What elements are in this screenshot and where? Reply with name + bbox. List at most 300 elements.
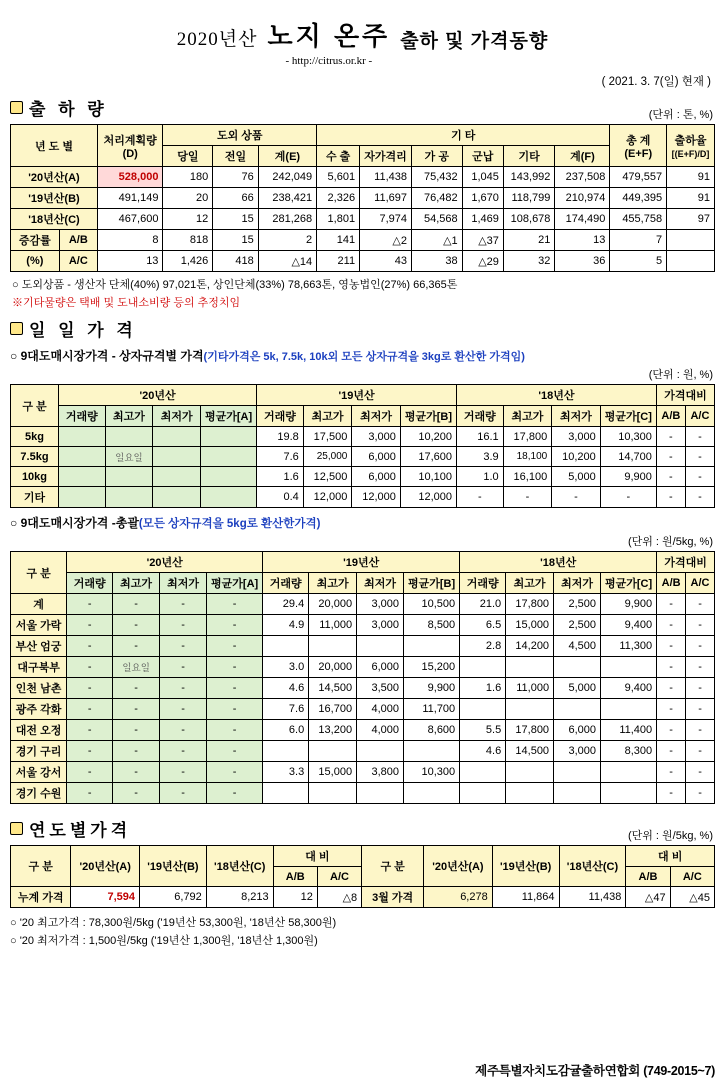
table-row (11, 741, 715, 762)
cell-etc: 21 (503, 230, 555, 251)
cell-plan: 8 (97, 230, 162, 251)
cell-high-19: 20,000 (309, 657, 357, 678)
cell-sub-f: 13 (555, 230, 610, 251)
cell-vol-19: 3.3 (263, 762, 309, 783)
cell-self: 43 (360, 251, 412, 272)
cell-ab: - (657, 783, 686, 804)
cell-prev: 15 (213, 230, 258, 251)
cell-low-18: 2,500 (554, 615, 601, 636)
cell-prev: 76 (213, 167, 258, 188)
col-low-18: 최저가 (554, 573, 601, 594)
cell-cum-ac: △8 (317, 887, 361, 908)
cell-ac: - (685, 487, 714, 508)
cell-vol-18: - (457, 487, 504, 508)
cell-low-20: - (160, 699, 207, 720)
cell-low-19: 3,000 (352, 427, 401, 447)
cell-vol-20: - (67, 615, 113, 636)
col-y20-right: '20년산(A) (424, 846, 493, 887)
row-label-march: 3월 가격 (362, 887, 424, 908)
col-avg-c: 평균가[C] (600, 406, 656, 427)
cell-vol-20: - (67, 657, 113, 678)
cell-high-20: - (113, 783, 160, 804)
cell-vol-18: 1.6 (460, 678, 506, 699)
daily-price-sub2-note: (모든 상자규격을 5kg로 환산한가격) (138, 518, 321, 530)
cell-low-20: - (160, 783, 207, 804)
col-compare-left: 대 비 (273, 846, 362, 867)
cell-total: 449,395 (610, 188, 667, 209)
cell-avg-a (200, 447, 256, 467)
cell-high-20: - (113, 741, 160, 762)
cell-vol-19 (263, 636, 309, 657)
market-price-table (10, 551, 715, 804)
footer-note-min: ○ '20 최저가격 : 1,500원/5kg ('19년산 1,300원, '18년산 1,300원) (10, 935, 318, 947)
cell-process: 75,432 (412, 167, 463, 188)
cell-process: △1 (412, 230, 463, 251)
row-label: 대구북부 (11, 657, 67, 678)
cell-high-19: 12,000 (303, 487, 352, 508)
cell-vol-19: 7.6 (263, 699, 309, 720)
cell-etc: 118,799 (503, 188, 555, 209)
cell-export: 1,801 (317, 209, 360, 230)
cell-low-20 (153, 427, 201, 447)
cell-high-18: 17,800 (506, 720, 554, 741)
cell-high-18: 14,500 (506, 741, 554, 762)
daily-price-sub1-prefix: ○ 9대도매시장가격 - 상자규격별 가격 (10, 349, 204, 363)
cell-avg-c: 9,900 (600, 467, 656, 487)
cell-ab: - (656, 427, 685, 447)
cell-vol-18: 16.1 (457, 427, 504, 447)
cell-sub-e: △14 (258, 251, 316, 272)
cell-avg-18 (601, 762, 657, 783)
col-high-18: 최고가 (506, 573, 554, 594)
table-row-growth (11, 251, 715, 272)
shipment-table (10, 124, 715, 272)
row-label: 서울 강서 (11, 762, 67, 783)
cell-vol-18 (460, 762, 506, 783)
cell-avg-18 (601, 783, 657, 804)
cell-mar-y20: 6,278 (424, 887, 493, 908)
table-row (11, 783, 715, 804)
cell-military: △37 (462, 230, 503, 251)
cell-high-19: 14,500 (309, 678, 357, 699)
col-ac: A/C (686, 573, 715, 594)
cell-plan: 13 (97, 251, 162, 272)
col-y18-right: '18년산(C) (559, 846, 626, 887)
table-row (11, 615, 715, 636)
cell-avg-18: 9,900 (601, 594, 657, 615)
cell-military: △29 (462, 251, 503, 272)
cell-low-19: 6,000 (357, 657, 404, 678)
col-vol-18: 거래량 (457, 406, 504, 427)
cell-avg-18: 11,400 (601, 720, 657, 741)
cell-avg-19: 8,500 (404, 615, 460, 636)
cell-military: 1,670 (462, 188, 503, 209)
col-vol-20: 거래량 (67, 573, 113, 594)
cell-low-19: 3,500 (357, 678, 404, 699)
cell-low-19 (357, 783, 404, 804)
cell-avg-19: 10,300 (404, 762, 460, 783)
col-high-19: 최고가 (309, 573, 357, 594)
col-total (610, 125, 667, 167)
cell-low-19: 6,000 (352, 447, 401, 467)
table-row (11, 657, 715, 678)
col-plan-sub: (D) (122, 147, 138, 160)
cell-high-19: 25,000 (303, 447, 352, 467)
col-total-sub: (E+F) (624, 147, 653, 160)
cell-high-19: 11,000 (309, 615, 357, 636)
cell-vol-20: - (67, 699, 113, 720)
cell-high-18 (506, 762, 554, 783)
cell-self: 11,697 (360, 188, 412, 209)
col-ab-right: A/B (626, 867, 670, 887)
cell-vol-19: 4.6 (263, 678, 309, 699)
col-total-label: 총 계 (626, 134, 651, 147)
cell-cum-ab: 12 (273, 887, 317, 908)
cell-avg-19 (404, 741, 460, 762)
col-plan (97, 125, 162, 167)
footer-notes (10, 914, 715, 948)
cell-high-20: - (113, 615, 160, 636)
cell-avg-19: 15,200 (404, 657, 460, 678)
cell-avg-19: 8,600 (404, 720, 460, 741)
cell-sub-f: 36 (555, 251, 610, 272)
cell-avg-b: 12,000 (400, 487, 456, 508)
cell-high-18: 18,100 (503, 447, 552, 467)
table-row (11, 447, 715, 467)
cell-ab: - (657, 741, 686, 762)
cell-high-20 (105, 467, 153, 487)
header-url: - http://citrus.or.kr - (285, 55, 373, 67)
cell-rate: 91 (667, 188, 715, 209)
col-export: 수 출 (317, 146, 360, 167)
cell-high-20: - (113, 720, 160, 741)
col-y19-left: '19년산(B) (139, 846, 206, 887)
col-low-19: 최저가 (352, 406, 401, 427)
cell-cum-y20: 7,594 (71, 887, 140, 908)
daily-price-sub2-prefix: ○ 9대도매시장가격 -총괄 (10, 516, 139, 530)
cell-prev: 15 (213, 209, 258, 230)
cell-avg-19 (404, 783, 460, 804)
cell-vol-20: - (67, 678, 113, 699)
cell-low-19: 6,000 (352, 467, 401, 487)
cell-avg-20: - (207, 762, 263, 783)
cell-low-19 (357, 741, 404, 762)
row-label: '20년산(A) (11, 167, 98, 188)
col-vol-20: 거래량 (58, 406, 105, 427)
cell-high-20: - (113, 699, 160, 720)
daily-price-size-table (10, 384, 715, 508)
section-daily-price-title (10, 316, 715, 341)
cell-avg-20: - (207, 594, 263, 615)
header-subtitle: 출하 및 가격동향 (400, 31, 549, 52)
col-compare-right: 대 비 (626, 846, 715, 867)
col-ac-left: A/C (317, 867, 361, 887)
col-outside: 도외 상품 (163, 125, 317, 146)
growth-key: A/C (59, 251, 97, 272)
row-label: 7.5kg (11, 447, 59, 467)
cell-low-19: 3,000 (357, 594, 404, 615)
cell-ab: - (657, 678, 686, 699)
cell-vol-20: - (67, 636, 113, 657)
cell-avg-19: 10,500 (404, 594, 460, 615)
col-ac: A/C (685, 406, 714, 427)
section-shipment-title (10, 95, 108, 120)
cell-low-20 (153, 447, 201, 467)
cell-high-19: 12,500 (303, 467, 352, 487)
col-other: 기 타 (317, 125, 610, 146)
col-daily: 당일 (163, 146, 213, 167)
cell-low-20 (153, 487, 201, 508)
cell-vol-18: 2.8 (460, 636, 506, 657)
cell-ab: - (656, 447, 685, 467)
col-military: 군납 (462, 146, 503, 167)
cell-vol-20 (58, 467, 105, 487)
col-etc: 기타 (503, 146, 555, 167)
cell-self: 7,974 (360, 209, 412, 230)
cell-low-20 (153, 467, 201, 487)
cell-self: △2 (360, 230, 412, 251)
table-row (11, 467, 715, 487)
cell-export: 141 (317, 230, 360, 251)
col-group-compare: 가격대비 (656, 385, 714, 406)
footer-note-max: ○ '20 최고가격 : 78,300원/5kg ('19년산 53,300원, '18년산 58,300원) (10, 917, 337, 929)
cell-vol-20: - (67, 762, 113, 783)
cell-ab: - (657, 615, 686, 636)
cell-vol-19: 29.4 (263, 594, 309, 615)
cell-ac: - (686, 657, 715, 678)
cell-vol-18: 5.5 (460, 720, 506, 741)
cell-high-20: 일요일 (105, 447, 153, 467)
row-label: 경기 구리 (11, 741, 67, 762)
cell-plan: 467,600 (97, 209, 162, 230)
cell-sub-f: 174,490 (555, 209, 610, 230)
cell-etc: 32 (503, 251, 555, 272)
row-label: 10kg (11, 467, 59, 487)
row-label: 계 (11, 594, 67, 615)
cell-low-18 (554, 762, 601, 783)
cell-avg-20: - (207, 615, 263, 636)
cell-high-18: 11,000 (506, 678, 554, 699)
cell-low-19: 4,000 (357, 699, 404, 720)
shipment-note-1: ○ 도외상품 - 생산자 단체(40%) 97,021톤, 상인단체(33%) 78,663톤, 영농법인(27%) 66,365톤 (12, 279, 458, 291)
cell-ab: - (656, 467, 685, 487)
table-row (11, 699, 715, 720)
section-shipment-label: 출 하 량 (29, 100, 108, 119)
square-bullet-icon (10, 101, 23, 114)
table-row (11, 720, 715, 741)
cell-ab: - (657, 699, 686, 720)
cell-avg-19: 11,700 (404, 699, 460, 720)
cell-low-20: - (160, 720, 207, 741)
cell-avg-20: - (207, 636, 263, 657)
cell-export: 5,601 (317, 167, 360, 188)
col-vol-18: 거래량 (460, 573, 506, 594)
col-ac-right: A/C (670, 867, 714, 887)
cell-avg-20: - (207, 657, 263, 678)
col-group-y20: '20년산 (67, 552, 263, 573)
table-row (11, 594, 715, 615)
cell-vol-19: 4.9 (263, 615, 309, 636)
cell-vol-18: 3.9 (457, 447, 504, 467)
col-low-20: 최저가 (153, 406, 201, 427)
cell-avg-20: - (207, 720, 263, 741)
cell-low-20: - (160, 741, 207, 762)
cell-mar-ab: △47 (626, 887, 670, 908)
cell-high-19: 13,200 (309, 720, 357, 741)
col-rate-sub: [(E+F)/D] (671, 148, 710, 159)
cell-ab: - (657, 720, 686, 741)
cell-avg-18: 9,400 (601, 615, 657, 636)
cell-rate: 91 (667, 167, 715, 188)
table-row (11, 762, 715, 783)
cell-high-19 (309, 636, 357, 657)
cell-vol-19: 3.0 (263, 657, 309, 678)
cell-etc: 143,992 (503, 167, 555, 188)
cell-sub-f: 237,508 (555, 167, 610, 188)
cell-export: 2,326 (317, 188, 360, 209)
cell-high-20: 일요일 (113, 657, 160, 678)
document-header (10, 8, 715, 67)
daily-price-unit-2: (단위 : 원/5kg, %) (627, 536, 713, 548)
cell-vol-20: - (67, 741, 113, 762)
col-rate (667, 125, 715, 167)
cell-military: 1,045 (462, 167, 503, 188)
cell-ab: - (656, 487, 685, 508)
shipment-unit: (단위 : 톤, %) (648, 109, 713, 121)
cell-low-18 (554, 699, 601, 720)
cell-low-18: 5,000 (554, 678, 601, 699)
table-row (11, 887, 715, 908)
cell-high-18: 17,800 (506, 594, 554, 615)
col-low-19: 최저가 (357, 573, 404, 594)
cell-cum-y18: 8,213 (206, 887, 273, 908)
row-label: 부산 엄궁 (11, 636, 67, 657)
organization-footer: 제주특별자치도감귤출하연합회 (749-2015~7) (475, 1064, 715, 1078)
cell-high-18: 16,100 (503, 467, 552, 487)
col-avg-b: 평균가[B] (404, 573, 460, 594)
cell-total: 455,758 (610, 209, 667, 230)
col-group-compare: 가격대비 (657, 552, 715, 573)
cell-low-20: - (160, 615, 207, 636)
cell-ac: - (686, 741, 715, 762)
cell-high-19: 20,000 (309, 594, 357, 615)
row-label: 대전 오정 (11, 720, 67, 741)
cell-avg-18: 9,400 (601, 678, 657, 699)
daily-price-sub1-note: (기타가격은 5k, 7.5k, 10k외 모든 상자규격을 3kg로 환산한 가격임) (203, 351, 525, 363)
cell-high-19 (309, 783, 357, 804)
daily-price-subhead-1 (10, 347, 715, 364)
cell-avg-18: 8,300 (601, 741, 657, 762)
cell-vol-20 (58, 427, 105, 447)
table-row (11, 167, 715, 188)
cell-avg-20: - (207, 783, 263, 804)
cell-vol-19 (263, 741, 309, 762)
cell-self: 11,438 (360, 167, 412, 188)
col-division-right: 구 분 (362, 846, 424, 887)
yearly-price-table (10, 845, 715, 908)
cell-mar-y19: 11,864 (492, 887, 559, 908)
cell-ac: - (686, 636, 715, 657)
cell-vol-19: 0.4 (257, 487, 304, 508)
col-low-18: 최저가 (552, 406, 601, 427)
col-avg-b: 평균가[B] (400, 406, 456, 427)
col-avg-c: 평균가[C] (601, 573, 657, 594)
row-label: '18년산(C) (11, 209, 98, 230)
cell-ac: - (686, 720, 715, 741)
cell-vol-18: 21.0 (460, 594, 506, 615)
table-row (11, 188, 715, 209)
cell-avg-c: 14,700 (600, 447, 656, 467)
row-label: 5kg (11, 427, 59, 447)
cell-military: 1,469 (462, 209, 503, 230)
square-bullet-icon (10, 322, 23, 335)
cell-total: 5 (610, 251, 667, 272)
row-label: '19년산(B) (11, 188, 98, 209)
cell-avg-19: 9,900 (404, 678, 460, 699)
cell-avg-c: - (600, 487, 656, 508)
cell-prev: 66 (213, 188, 258, 209)
cell-high-19: 15,000 (309, 762, 357, 783)
cell-avg-18 (601, 657, 657, 678)
col-avg-a: 평균가[A] (207, 573, 263, 594)
yearly-price-unit: (단위 : 원/5kg, %) (627, 830, 713, 842)
cell-vol-19 (263, 783, 309, 804)
cell-vol-20: - (67, 720, 113, 741)
cell-daily: 12 (163, 209, 213, 230)
cell-daily: 20 (163, 188, 213, 209)
col-high-20: 최고가 (105, 406, 153, 427)
cell-ac: - (686, 783, 715, 804)
col-division: 구 분 (11, 552, 67, 594)
cell-high-20 (105, 427, 153, 447)
cell-ac: - (685, 467, 714, 487)
cell-vol-19: 1.6 (257, 467, 304, 487)
cell-ac: - (685, 447, 714, 467)
cell-avg-18 (601, 699, 657, 720)
table-row (11, 678, 715, 699)
cell-low-18: 10,200 (552, 447, 601, 467)
cell-avg-20: - (207, 699, 263, 720)
row-label-cumulative: 누계 가격 (11, 887, 71, 908)
header-date: ( 2021. 3. 7(일) 현재 ) (601, 76, 711, 88)
cell-export: 211 (317, 251, 360, 272)
cell-plan: 528,000 (97, 167, 162, 188)
cell-low-19: 3,000 (357, 615, 404, 636)
cell-avg-20: - (207, 678, 263, 699)
table-row-growth (11, 230, 715, 251)
col-year: 년 도 별 (11, 125, 98, 167)
cell-ac: - (686, 594, 715, 615)
table-row (11, 209, 715, 230)
col-vol-19: 거래량 (257, 406, 304, 427)
table-row (11, 427, 715, 447)
cell-mar-ac: △45 (670, 887, 714, 908)
section-yearly-price-label: 연도별가격 (29, 821, 132, 840)
cell-low-20: - (160, 657, 207, 678)
cell-low-20: - (160, 762, 207, 783)
cell-vol-20 (58, 447, 105, 467)
cell-high-20: - (113, 678, 160, 699)
row-label: 서울 가락 (11, 615, 67, 636)
cell-vol-19: 19.8 (257, 427, 304, 447)
cell-low-18: 2,500 (554, 594, 601, 615)
cell-vol-20: - (67, 594, 113, 615)
section-daily-price-label: 일 일 가 격 (29, 321, 137, 340)
cell-high-19 (309, 741, 357, 762)
col-ab-left: A/B (273, 867, 317, 887)
cell-vol-18 (460, 699, 506, 720)
col-y19-right: '19년산(B) (492, 846, 559, 887)
